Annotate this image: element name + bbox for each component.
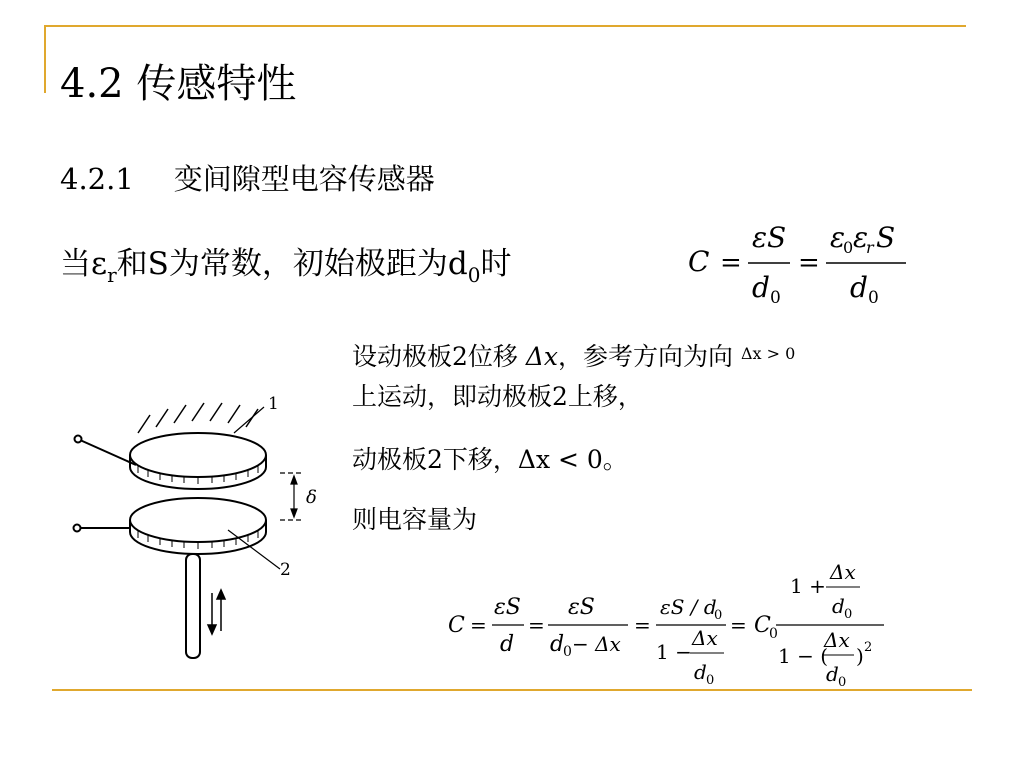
para1-text-a: 设动极板2位移 xyxy=(352,342,518,371)
f2-d-den-den: d xyxy=(826,662,839,686)
f1-frac1-num: εS xyxy=(752,221,787,254)
f2-d-C: C xyxy=(754,613,771,638)
f1-frac2-den-sub: 0 xyxy=(868,288,879,308)
f2-d-C-sub: 0 xyxy=(769,626,778,642)
para1-condition: Δx > 0 xyxy=(741,344,796,363)
f1-frac2-num-epsr: ε xyxy=(853,221,869,254)
lead-wires xyxy=(74,436,137,532)
capacitance-formula-expanded xyxy=(438,555,898,695)
f2-d-num-num: Δx xyxy=(830,560,856,584)
condition-sub-r: r xyxy=(107,263,117,287)
f2-d-num-den: d xyxy=(832,594,845,618)
capacitor-diagram xyxy=(66,385,317,670)
f1-frac1-den: d xyxy=(752,271,770,304)
fixed-plate-1 xyxy=(130,433,266,489)
f2-a-num: εS xyxy=(494,595,521,620)
paragraph-capacitance-intro: 则电容量为 xyxy=(352,505,478,534)
actuator-rod xyxy=(186,554,200,658)
gap-label: δ xyxy=(306,487,317,508)
left-rule xyxy=(44,25,46,93)
capacitance-formula-initial xyxy=(680,215,920,310)
f2-eq-3: = xyxy=(634,613,651,637)
f2-d-den-pow: 2 xyxy=(864,640,873,655)
f2-c-den-den-sub: 0 xyxy=(706,673,715,688)
f2-d-num-one: 1 + xyxy=(790,574,826,598)
f1-frac2-num-sub0: 0 xyxy=(843,238,854,257)
f2-a-den: d xyxy=(500,632,515,657)
paragraph-displacement-line2: 上运动，即动极板2上移， xyxy=(352,382,643,411)
f2-d-den-close: ) xyxy=(856,644,864,668)
para1-dx: Δx xyxy=(525,342,559,371)
f2-eq-1: = xyxy=(470,613,487,637)
f1-frac2-num-subr: r xyxy=(866,238,874,257)
f1-eq-2: = xyxy=(798,248,820,278)
f1-frac2-den: d xyxy=(850,271,868,304)
f2-lhs: C xyxy=(448,613,465,638)
f2-d-den-num: Δx xyxy=(824,628,850,652)
f2-b-den-tail: − Δx xyxy=(572,632,621,656)
f1-eq-1: = xyxy=(720,248,742,278)
f1-lhs: C xyxy=(688,245,710,278)
f2-d-den-one: 1 − ( xyxy=(778,644,828,668)
f2-c-den-one: 1 − xyxy=(656,640,692,664)
condition-sub-0: 0 xyxy=(467,263,481,287)
slide-title: 4.2 传感特性 xyxy=(60,61,297,107)
f2-d-num-den-sub: 0 xyxy=(844,607,853,622)
section-number: 4.2.1 xyxy=(60,162,134,196)
f2-b-den-sub: 0 xyxy=(563,644,572,660)
motion-arrows xyxy=(208,590,225,634)
paragraph-move-down: 动极板2下移，Δx < 0。 xyxy=(352,445,628,474)
paragraph-displacement-line1 xyxy=(352,337,795,373)
f2-c-num: εS / d xyxy=(660,595,717,619)
condition-part-1: 当ε xyxy=(60,246,108,282)
condition-text xyxy=(60,238,511,287)
section-heading xyxy=(60,157,435,198)
f2-b-num: εS xyxy=(568,595,595,620)
f2-b-den: d xyxy=(550,632,565,657)
f2-d-den-den-sub: 0 xyxy=(838,675,847,690)
f2-c-den-den: d xyxy=(694,660,707,684)
gap-indicator xyxy=(280,473,302,520)
plate-1-label: 1 xyxy=(268,394,279,414)
f1-frac1-den-sub: 0 xyxy=(770,288,781,308)
plate-2-label: 2 xyxy=(280,560,291,580)
para1-text-b: ，参考方向为向 xyxy=(558,342,734,371)
section-title: 变间隙型电容传感器 xyxy=(173,162,435,196)
f2-c-num-sub: 0 xyxy=(714,608,723,623)
f2-eq-4: = xyxy=(730,613,747,637)
f1-frac2-num-S: S xyxy=(876,221,896,254)
condition-part-3: 时 xyxy=(480,246,512,282)
f1-frac2-num-eps0: ε xyxy=(830,221,846,254)
condition-part-2: 和S为常数，初始极距为d xyxy=(116,246,468,282)
f2-eq-2: = xyxy=(528,613,545,637)
f2-c-den-num: Δx xyxy=(692,626,718,650)
movable-plate-2 xyxy=(130,498,266,554)
top-rule xyxy=(44,25,966,27)
